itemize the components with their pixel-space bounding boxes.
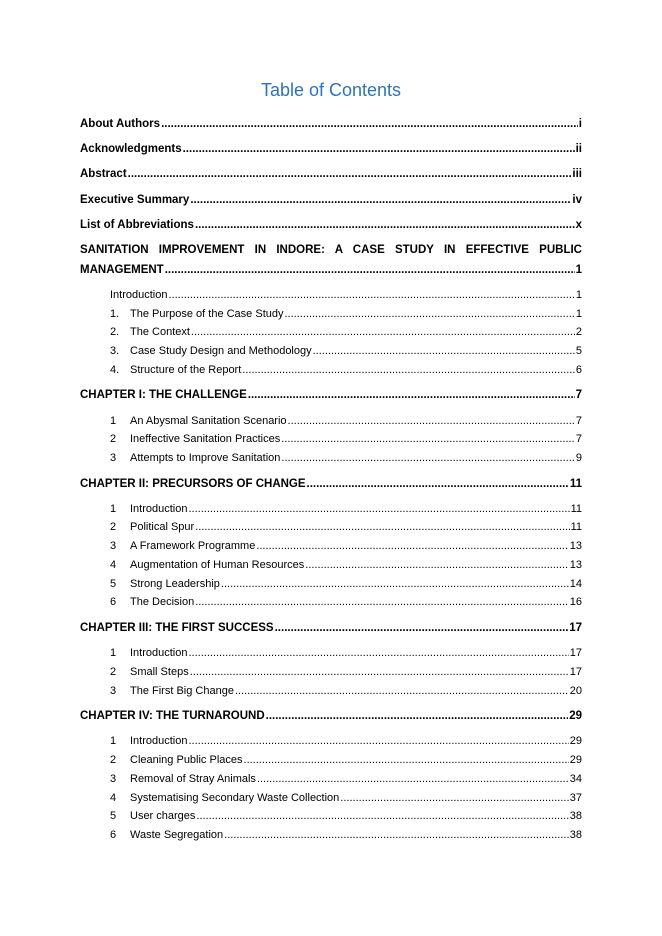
toc-subentry[interactable] [110, 540, 582, 552]
entry-page: 11 [570, 521, 582, 533]
dot-leader [248, 389, 575, 401]
entry-number: 3 [110, 540, 117, 552]
entry-label [110, 666, 189, 678]
entry-label: MANAGEMENT [80, 264, 164, 276]
entry-page: 13 [569, 540, 582, 552]
toc-subentry[interactable] [110, 452, 582, 464]
entry-text: Political Spur [130, 521, 195, 533]
entry-label [110, 810, 195, 822]
entry-text: Ineffective Sanitation Practices [130, 433, 281, 445]
dot-leader [195, 596, 569, 608]
entry-label: Abstract [80, 168, 127, 180]
entry-page: 6 [575, 364, 582, 376]
entry-page: 38 [569, 810, 582, 822]
dot-leader [242, 364, 575, 376]
entry-page: 1 [575, 289, 582, 301]
entry-page: i [578, 118, 582, 130]
entry-label [110, 452, 280, 464]
entry-label [110, 345, 312, 357]
entry-text: Small Steps [130, 666, 189, 678]
toc-subentry[interactable] [110, 792, 582, 804]
entry-label: List of Abbreviations [80, 219, 194, 231]
entry-label: Acknowledgments [80, 143, 182, 155]
entry-page: 11 [569, 478, 582, 490]
entry-number: 1. [110, 308, 120, 320]
dot-leader [190, 666, 569, 678]
entry-text: Cleaning Public Places [130, 754, 243, 766]
entry-page: 16 [569, 596, 582, 608]
entry-label: CHAPTER IV: THE TURNAROUND [80, 710, 265, 722]
entry-label [110, 578, 220, 590]
entry-number: 3 [110, 773, 117, 785]
entry-text: Augmentation of Human Resources [130, 559, 305, 571]
entry-page: x [575, 219, 582, 231]
entry-text: Waste Segregation [130, 829, 224, 841]
entry-label [110, 685, 234, 697]
toc-subentry[interactable] [110, 596, 582, 608]
entry-number: 1 [110, 735, 117, 747]
entry-number: 4 [110, 559, 117, 571]
toc-entry-main-title-line2[interactable] [80, 264, 582, 276]
entry-text: An Abysmal Sanitation Scenario [130, 415, 287, 427]
toc-subentry[interactable] [110, 578, 582, 590]
entry-text: Strong Leadership [130, 578, 220, 590]
entry-page: 1 [575, 308, 582, 320]
entry-number: 4 [110, 792, 117, 804]
dot-leader [195, 219, 575, 231]
dot-leader [188, 735, 568, 747]
dot-leader [195, 521, 569, 533]
entry-label [110, 415, 287, 427]
toc-subentry[interactable] [110, 308, 582, 320]
dot-leader [257, 773, 569, 785]
toc-subentry[interactable] [110, 754, 582, 766]
entry-number: 3. [110, 345, 120, 357]
toc-subentry[interactable] [110, 559, 582, 571]
entry-text: The First Big Change [130, 685, 234, 697]
toc-subentry[interactable] [110, 364, 582, 376]
toc-subentry[interactable] [110, 503, 582, 515]
toc-subentry[interactable] [110, 773, 582, 785]
entry-text: Introduction [130, 503, 188, 515]
entry-label: About Authors [80, 118, 161, 130]
entry-page: 29 [569, 710, 582, 722]
dot-leader [190, 194, 571, 206]
entry-number: 1 [110, 503, 117, 515]
dot-leader [288, 415, 575, 427]
entry-number: 6 [110, 829, 117, 841]
dot-leader [196, 810, 568, 822]
entry-page: iii [572, 168, 582, 180]
entry-number: 2 [110, 433, 117, 445]
entry-page: 29 [569, 735, 582, 747]
entry-text: The Purpose of the Case Study [130, 308, 284, 320]
entry-label [110, 540, 255, 552]
toc-subentry[interactable] [110, 415, 582, 427]
entry-number: 6 [110, 596, 117, 608]
dot-leader [307, 478, 569, 490]
entry-page: 37 [569, 792, 582, 804]
entry-text: Introduction [130, 647, 188, 659]
entry-text: Case Study Design and Methodology [130, 345, 312, 357]
entry-text: User charges [130, 810, 196, 822]
entry-number: 2 [110, 666, 117, 678]
toc-entry-abstract[interactable] [80, 168, 582, 180]
entry-page: 5 [575, 345, 582, 357]
entry-page: 29 [569, 754, 582, 766]
dot-leader [266, 710, 569, 722]
entry-page: 38 [569, 829, 582, 841]
dot-leader [188, 503, 569, 515]
toc-entry-acknowledgments[interactable] [80, 143, 582, 155]
entry-text: Systematising Secondary Waste Collection [130, 792, 340, 804]
toc-entry-executive-summary[interactable] [80, 194, 582, 206]
dot-leader [244, 754, 569, 766]
toc-title: Table of Contents [260, 80, 402, 100]
entry-page: 11 [570, 503, 582, 515]
entry-page: 1 [575, 264, 582, 276]
toc-subentry[interactable] [110, 666, 582, 678]
entry-label [110, 596, 194, 608]
dot-leader [188, 647, 568, 659]
entry-page: 14 [569, 578, 582, 590]
toc-subentry[interactable] [110, 829, 582, 841]
entry-text: Attempts to Improve Sanitation [130, 452, 281, 464]
toc-subentry[interactable] [110, 433, 582, 445]
dot-leader [340, 792, 568, 804]
entry-text: Introduction [130, 735, 188, 747]
dot-leader [168, 289, 574, 301]
toc-subentry[interactable] [110, 685, 582, 697]
entry-page: 17 [569, 666, 582, 678]
dot-leader [275, 622, 569, 634]
entry-label [110, 647, 187, 659]
entry-label [110, 754, 243, 766]
entry-page: 13 [569, 559, 582, 571]
toc-subentry[interactable] [110, 289, 582, 301]
entry-label: CHAPTER III: THE FIRST SUCCESS [80, 622, 274, 634]
dot-leader [128, 168, 572, 180]
entry-text: A Framework Programme [130, 540, 256, 552]
entry-label [110, 521, 194, 533]
toc-entry-about-authors[interactable] [80, 118, 582, 130]
entry-label [110, 559, 304, 571]
entry-label [110, 433, 280, 445]
entry-number: 2 [110, 754, 117, 766]
toc-subentry[interactable] [110, 735, 582, 747]
entry-label [110, 503, 187, 515]
entry-text: The Context [130, 326, 190, 338]
entry-page: 9 [575, 452, 582, 464]
entry-label [110, 829, 223, 841]
entry-number: 2 [110, 521, 117, 533]
entry-number: 5 [110, 810, 117, 822]
entry-page: iv [572, 194, 582, 206]
entry-label: Executive Summary [80, 194, 190, 206]
entry-page: 17 [569, 622, 582, 634]
entry-label: Introduction [110, 289, 168, 301]
entry-label [110, 326, 190, 338]
toc-entry-list-of-abbreviations[interactable] [80, 219, 582, 231]
entry-page: 7 [575, 415, 582, 427]
entry-label: CHAPTER II: PRECURSORS OF CHANGE [80, 478, 306, 490]
dot-leader [284, 308, 574, 320]
dot-leader [281, 433, 575, 445]
entry-page: 17 [569, 647, 582, 659]
entry-number: 4. [110, 364, 120, 376]
toc-entry-main-title-line1[interactable]: SANITATION IMPROVEMENT IN INDORE: A CASE STUDY IN EFFECTIVE PUBLIC [80, 244, 582, 256]
entry-number: 1 [110, 415, 117, 427]
entry-label [110, 364, 241, 376]
entry-page: 2 [575, 326, 582, 338]
toc-subentry[interactable] [110, 521, 582, 533]
entry-text: Structure of the Report [130, 364, 242, 376]
dot-leader [221, 578, 569, 590]
toc-entry-chapter-4[interactable] [80, 710, 582, 722]
entry-page: 34 [569, 773, 582, 785]
entry-page: 7 [575, 389, 582, 401]
dot-leader [235, 685, 569, 697]
dot-leader [191, 326, 575, 338]
entry-label: CHAPTER I: THE CHALLENGE [80, 389, 247, 401]
entry-page: ii [575, 143, 582, 155]
toc-subentry[interactable] [110, 326, 582, 338]
toc-subentry[interactable] [110, 810, 582, 822]
dot-leader [281, 452, 574, 464]
toc-subentry[interactable] [110, 647, 582, 659]
entry-label [110, 308, 283, 320]
entry-text: Removal of Stray Animals [130, 773, 256, 785]
dot-leader [313, 345, 575, 357]
dot-leader [224, 829, 569, 841]
toc-entry-chapter-3[interactable] [80, 622, 582, 634]
entry-number: 1 [110, 647, 117, 659]
entry-number: 3 [110, 685, 117, 697]
dot-leader [161, 118, 578, 130]
entry-label [110, 773, 256, 785]
toc-subentry[interactable] [110, 345, 582, 357]
dot-leader [256, 540, 568, 552]
entry-page: 20 [569, 685, 582, 697]
entry-page: 7 [575, 433, 582, 445]
dot-leader [183, 143, 575, 155]
entry-number: 3 [110, 452, 117, 464]
toc-entry-chapter-2[interactable] [80, 478, 582, 490]
entry-text: The Decision [130, 596, 195, 608]
entry-label [110, 792, 339, 804]
dot-leader [165, 264, 575, 276]
entry-number: 5 [110, 578, 117, 590]
entry-number: 2. [110, 326, 120, 338]
toc-entry-chapter-1[interactable] [80, 389, 582, 401]
dot-leader [305, 559, 568, 571]
entry-label [110, 735, 187, 747]
